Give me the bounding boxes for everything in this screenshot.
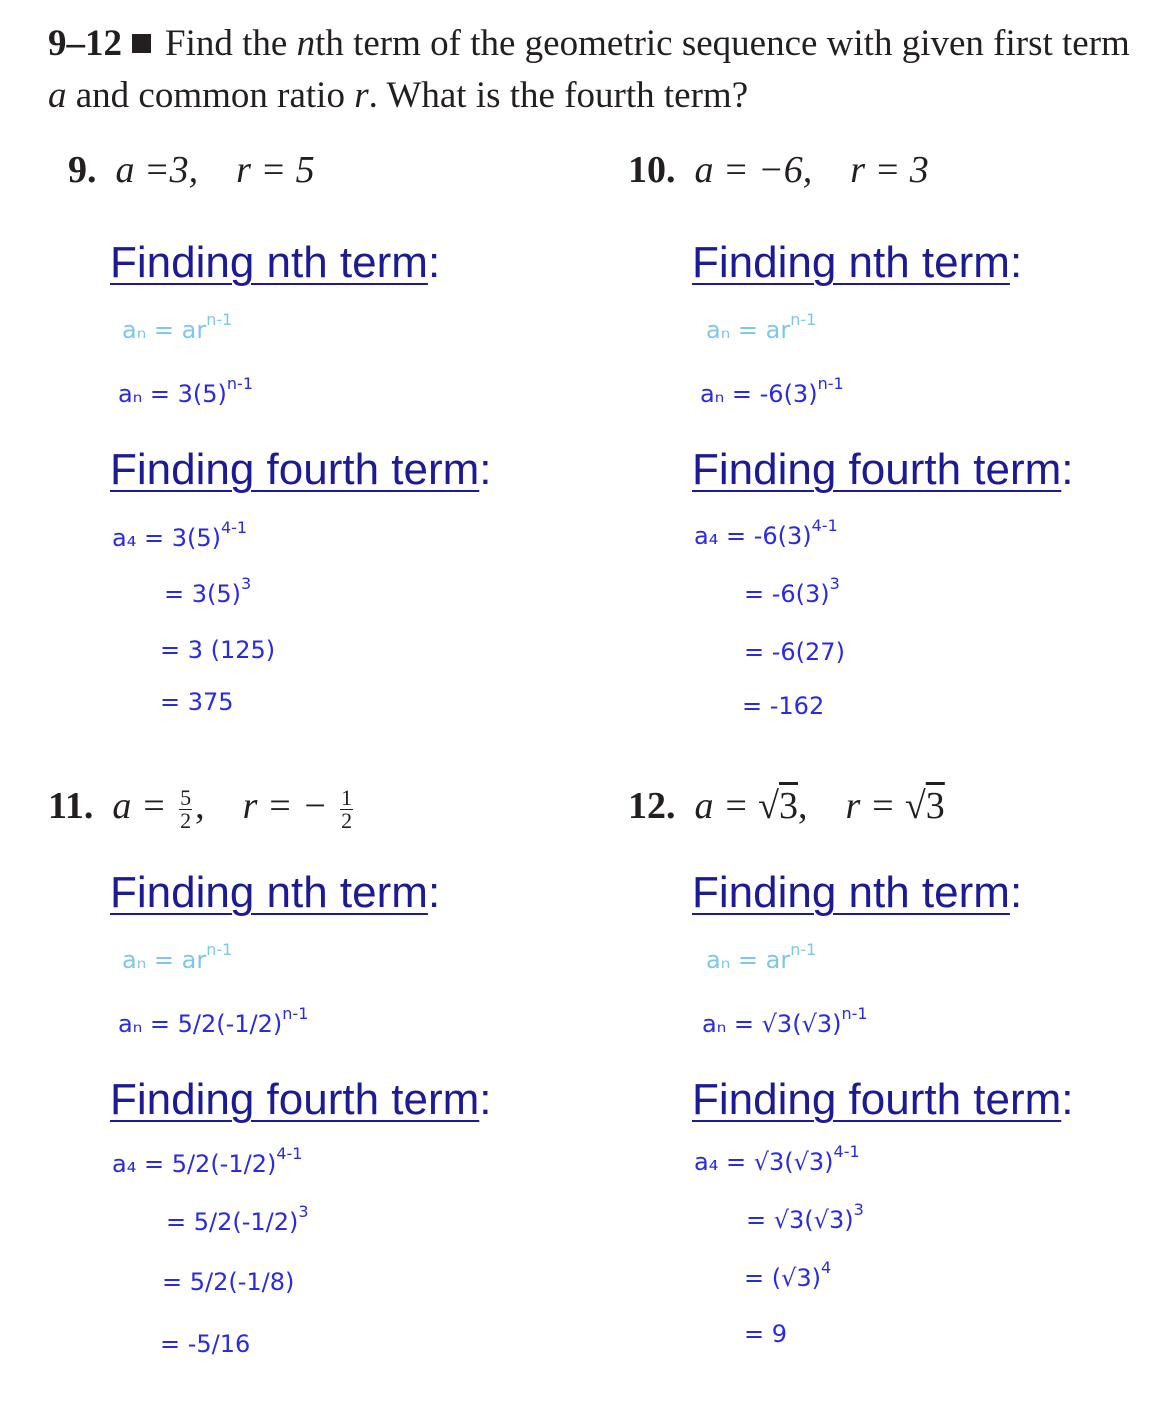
nth-term-11: $a_n = 5/2(-1/2)^{n-1}$ [118, 1004, 309, 1038]
formula-11: $a_n = ar^{n-1}$ [122, 940, 233, 974]
fourth-step-12-1: $a_4 = √3(√3)^{4-1}$ [694, 1142, 860, 1176]
nth-term-12: $a_n = √3(√3)^{n-1}$ [702, 1004, 868, 1038]
first-term: a =3, [115, 149, 199, 191]
fourth-step-10-2: = $-6(3)^3$ [744, 574, 840, 608]
instructions-text-1: Find the [165, 23, 297, 64]
fourth-step-10-3: = -6(27) [744, 638, 845, 666]
heading-fourth-term-11: Finding fourth term: [110, 1075, 492, 1124]
heading-fourth-term-9: Finding fourth term: [110, 445, 492, 494]
first-term-fraction: $\frac{5}{2}$ [180, 784, 192, 833]
first-term-radicand: 3 [779, 785, 798, 827]
common-ratio-label: r = √ [845, 785, 926, 827]
fourth-step-11-2: = $5/2(-1/2)^3$ [166, 1202, 309, 1236]
heading-fourth-term-12: Finding fourth term: [692, 1075, 1074, 1124]
nth-term-9: $a_n = 3(5)^{n-1}$ [118, 374, 253, 408]
fourth-step-9-1: $a_4 = 3(5)^{4-1}$ [112, 518, 248, 552]
formula-12: $a_n = ar^{n-1}$ [706, 940, 817, 974]
fourth-step-11-1: $a_4 = 5/2(-1/2)^{4-1}$ [112, 1144, 303, 1178]
instructions [48, 18, 1153, 122]
fourth-step-9-3: = 3 (125) [160, 636, 276, 664]
fourth-step-9-2: = $3(5)^3$ [164, 574, 252, 608]
formula-10: $a_n = ar^{n-1}$ [706, 310, 817, 344]
instructions-text-3: and common ratio [66, 75, 355, 116]
first-term-label: a = [112, 785, 167, 827]
fourth-step-12-4: = 9 [744, 1320, 788, 1348]
common-ratio: r = 3 [850, 149, 929, 191]
problem-9-statement [68, 148, 315, 192]
square-bullet-icon [132, 34, 151, 53]
problem-11-statement: 11. a = $\frac{5}{2}$ , r = − $\frac{1}{2}$ [48, 784, 353, 833]
problem-10-statement [628, 148, 929, 192]
fourth-step-12-3: = $(√3)^4$ [744, 1258, 832, 1292]
heading-nth-term-11: Finding nth term: [110, 868, 441, 917]
fourth-step-10-1: $a_4 = -6(3)^{4-1}$ [694, 516, 838, 550]
first-term: a = −6, [694, 149, 813, 191]
heading-nth-term-12: Finding nth term: [692, 868, 1023, 917]
problem-number: 11. [48, 785, 94, 827]
problem-number: 9. [68, 149, 97, 191]
common-ratio: r = 5 [236, 149, 315, 191]
instructions-var-a: a [48, 75, 67, 116]
heading-fourth-term-10: Finding fourth term: [692, 445, 1074, 494]
fourth-step-11-3: = 5/2(-1/8) [162, 1268, 295, 1296]
formula-9: $a_n = ar^{n-1}$ [122, 310, 233, 344]
fourth-step-10-4: = -162 [742, 692, 825, 720]
nth-term-10: $a_n = -6(3)^{n-1}$ [700, 374, 844, 408]
instructions-var-n: n [296, 23, 316, 64]
fourth-step-11-4: = -5/16 [160, 1330, 251, 1358]
common-ratio-fraction: $\frac{1}{2}$ [341, 784, 353, 833]
heading-nth-term-9: Finding nth term: [110, 238, 441, 287]
fourth-step-9-4: = 375 [160, 688, 234, 716]
instructions-text-2: th term of the geometric sequence with given first term [315, 23, 1130, 64]
instructions-var-r: r [354, 75, 369, 116]
heading-nth-term-10: Finding nth term: [692, 238, 1023, 287]
common-ratio-radicand: 3 [925, 785, 945, 827]
common-ratio-label: r = − [242, 785, 328, 827]
first-term-label: a = √ [694, 785, 779, 827]
problem-number: 12. [628, 785, 676, 827]
fourth-step-12-2: = $√3(√3)^3$ [746, 1200, 864, 1234]
instructions-text-4: . What is the fourth term? [368, 75, 749, 116]
problem-number: 10. [628, 149, 676, 191]
problem-range: 9–12 [48, 23, 122, 64]
problem-12-statement: 12. a = √3, r = √3 [628, 785, 945, 827]
